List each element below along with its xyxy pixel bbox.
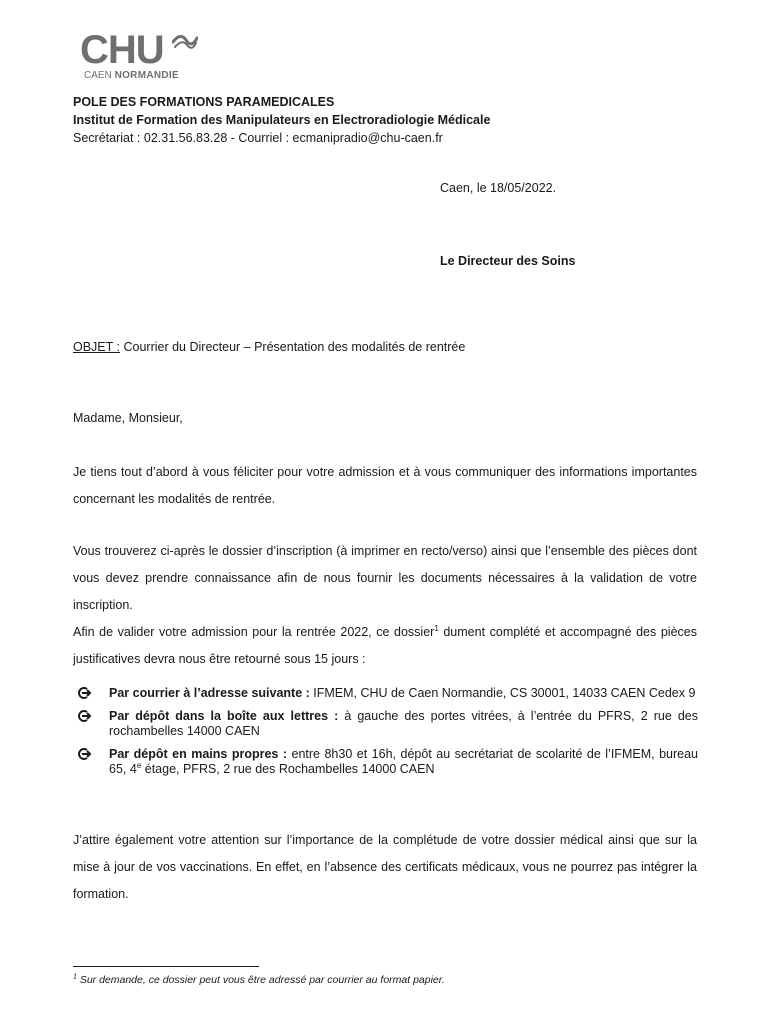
bullet-2-label: Par dépôt dans la boîte aux lettres : <box>109 709 339 723</box>
logo-sub-prefix: CAEN <box>84 70 112 81</box>
chu-logo <box>80 30 200 86</box>
object-text: Courrier du Directeur – Présentation des modalités de rentrée <box>120 340 466 354</box>
signatory: Le Directeur des Soins <box>440 254 576 268</box>
place-date: Caen, le 18/05/2022. <box>440 181 557 195</box>
list-item <box>78 709 698 739</box>
bullet-1-text: IFMEM, CHU de Caen Normandie, CS 30001, 14033 CAEN Cedex 9 <box>309 686 696 700</box>
object-line <box>73 340 465 354</box>
circled-arrow-right-icon <box>78 709 92 723</box>
bullet-3-label: Par dépôt en mains propres : <box>109 747 288 761</box>
bullet-2-text: à gauche des portes vitrées, à l’entrée du PFRS, 2 rue des rochambelles 14000 CAEN <box>109 709 698 738</box>
logo-subtitle <box>84 70 179 82</box>
paragraph-3-end: dument complété et accompagné des pièces justificatives devra nous être retourné sous 15 jours : <box>73 625 697 666</box>
paragraph-1: Je tiens tout d’abord à vous féliciter pour votre admission et à vous communiquer des informations importantes concernant les modalités de rentrée. <box>73 465 697 506</box>
paragraph-3-start: Afin de valider votre admission pour la rentrée 2022, ce dossier <box>73 625 435 639</box>
paragraph-3 <box>73 619 697 673</box>
header-line-2: Institut de Formation des Manipulateurs en Electroradiologie Médicale <box>73 113 491 127</box>
footnote <box>73 974 445 986</box>
bullet-3-sup: e <box>136 760 142 770</box>
delivery-options-list <box>78 686 698 785</box>
footnote-mark: 1 <box>73 973 77 981</box>
footnote-ref: 1 <box>434 623 439 633</box>
bullet-3-text-b: étage, PFRS, 2 rue des Rochambelles 14000 CAEN <box>141 762 435 776</box>
object-label: OBJET : <box>73 340 121 354</box>
salutation: Madame, Monsieur, <box>73 411 183 425</box>
list-item <box>78 747 698 777</box>
sender-header <box>73 93 490 147</box>
header-line-3: Secrétariat : 02.31.56.83.28 - Courriel : ecmanipradio@chu-caen.fr <box>73 131 443 145</box>
wave-icon <box>172 33 198 51</box>
footnote-text: Sur demande, ce dossier peut vous être adressé par courrier au format papier. <box>76 974 445 986</box>
circled-arrow-right-icon <box>78 686 92 700</box>
paragraph-2: Vous trouverez ci-après le dossier d’inscription (à imprimer en recto/verso) ainsi que l’ensemble des pièces dont vous devez prendre connaissance afin de nous fournir les documents nécessaires à la validation de votre inscription. <box>73 544 697 612</box>
bullet-1-label: Par courrier à l’adresse suivante : <box>109 686 310 700</box>
list-item <box>78 686 698 701</box>
logo-text: CHU <box>80 28 164 72</box>
footnote-divider <box>73 966 259 967</box>
header-line-1: POLE DES FORMATIONS PARAMEDICALES <box>73 95 335 109</box>
circled-arrow-right-icon <box>78 747 92 761</box>
logo-sub-bold: NORMANDIE <box>114 70 179 81</box>
paragraph-5: J’attire également votre attention sur l’importance de la complétude de votre dossier médical ainsi que sur la mise à jour de vos vaccinations. En effet, en l’absence des certificats médicaux, vous ne pourrez pas intégrer la formation. <box>73 833 697 901</box>
bullet-3-text-a: entre 8h30 et 16h, dépôt au secrétariat de scolarité de l’IFMEM, bureau 65, 4 <box>109 747 698 776</box>
